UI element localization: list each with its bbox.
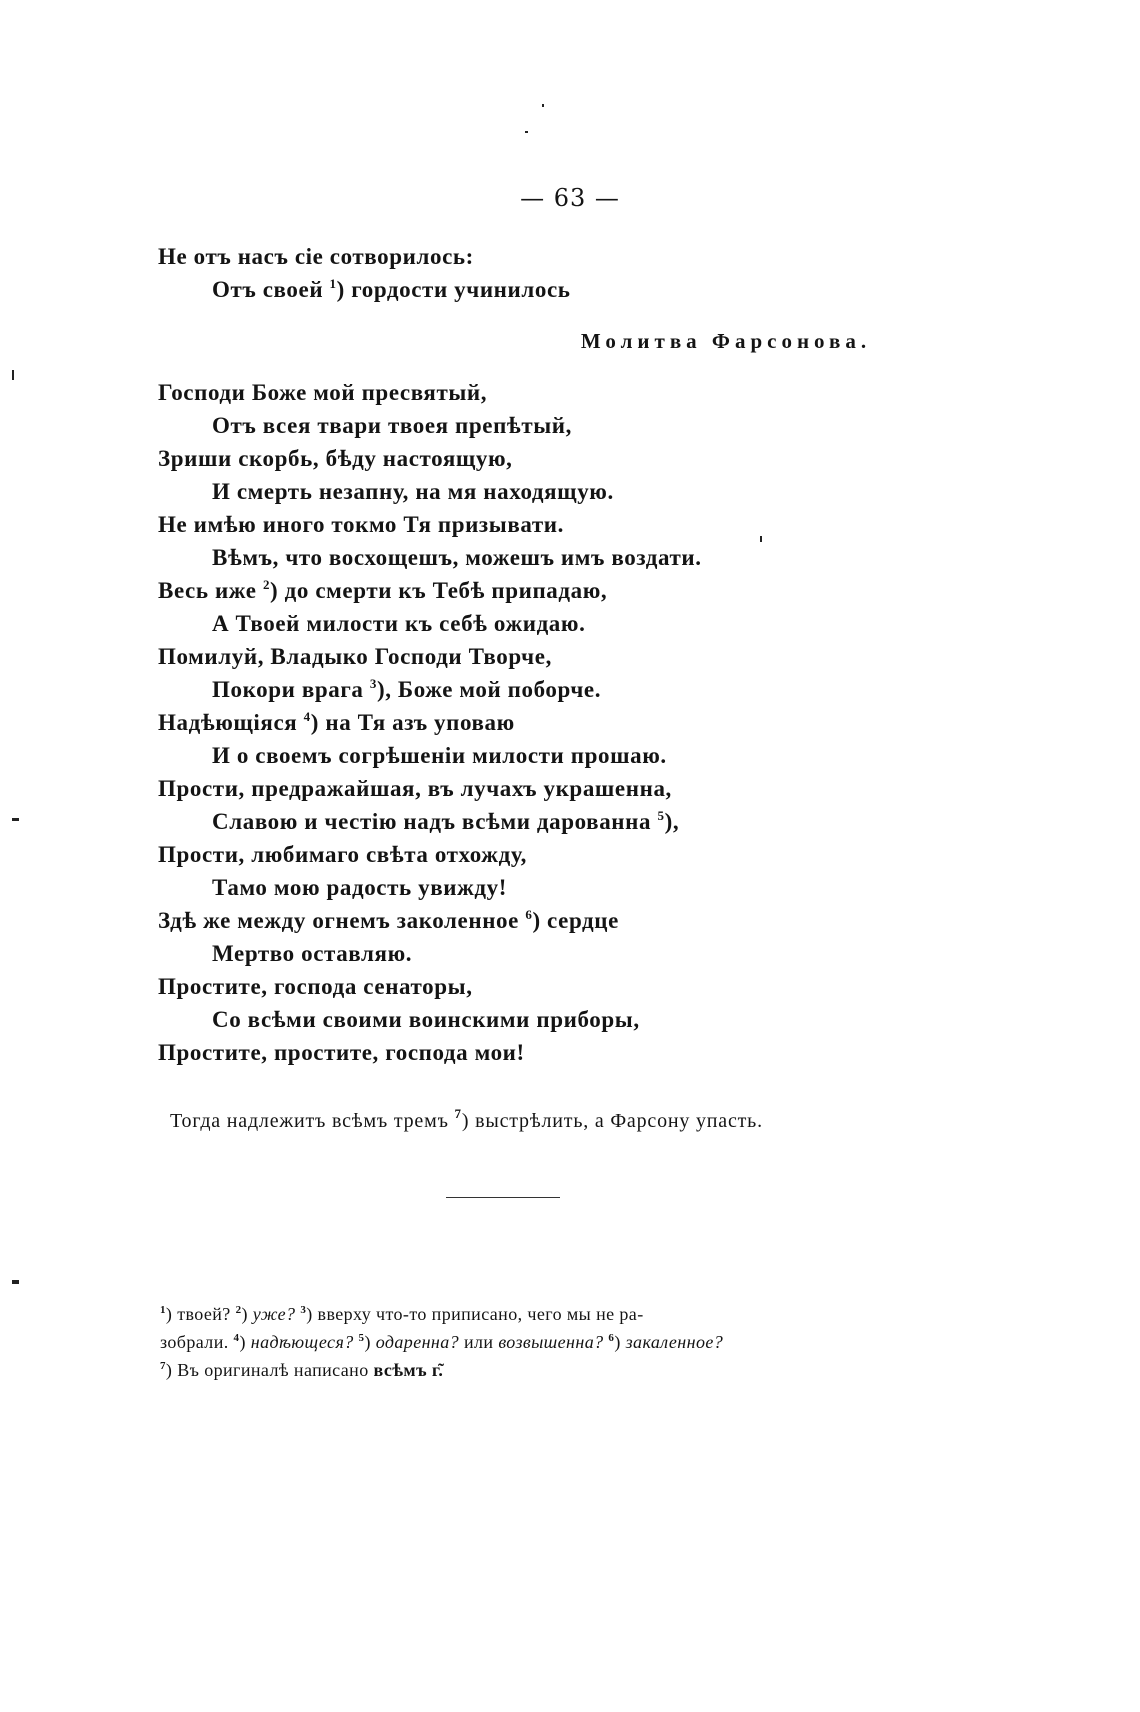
verse-line: Прости, предражайшая, въ лучахъ украшенна,	[158, 776, 672, 801]
verse-line: Простите, простите, господа мои!	[158, 1040, 525, 1065]
verse-line: И о своемъ согрѣшеніи милости прошаю.	[212, 743, 667, 768]
footnote-ref: 2	[262, 577, 271, 592]
verse-line: Прости, любимаго свѣта отхожду,	[158, 842, 527, 867]
verse-line: Господи Боже мой пресвятый,	[158, 380, 488, 405]
prayer-text	[158, 376, 978, 1069]
footnote-ref: 4	[303, 709, 311, 724]
verse-line: Славою и честію надъ всѣми дарованна $^5$),	[212, 808, 680, 834]
footnote-ref: 7	[454, 1106, 462, 1121]
footnote-line: $^7$) Въ оригиналѣ написано всѣмъ г̃.	[160, 1360, 444, 1380]
verse-block	[158, 240, 978, 1069]
verse-line: Здѣ же между огнемъ заколенное $^6$) сердце	[158, 907, 619, 933]
verse-line: Отъ своей $^1$) гордости учинилось	[212, 276, 571, 302]
footnote-line: $^1$) твоей? $^2$) уже? $^3$) вверху что-то приписано, чего мы не ра-	[160, 1304, 644, 1324]
verse-line: Простите, господа сенаторы,	[158, 974, 473, 999]
verse-line: Весь иже $^2$) до смерти къ Тебѣ припадаю,	[158, 577, 608, 603]
scan-speck	[542, 104, 544, 107]
verse-line: Со всѣми своими воинскими приборы,	[212, 1007, 640, 1032]
section-heading: Молитва Фарсонова.	[580, 329, 872, 353]
footnotes	[160, 1300, 860, 1384]
verse-line: Надѣющіяся $^4$) на Тя азъ уповаю	[158, 709, 515, 735]
section-divider	[446, 1197, 560, 1198]
verse-line: Покори врага $^3$), Боже мой поборче.	[212, 676, 602, 702]
verse-line: И смерть незапну, на мя находящую.	[212, 479, 614, 504]
footnote-ref: 1	[329, 276, 337, 291]
verse-line: Помилуй, Владыко Господи Творче,	[158, 644, 552, 669]
scan-speck	[12, 1280, 19, 1284]
verse-line: Не отъ насъ сіе сотворилось:	[158, 244, 474, 269]
scan-speck	[12, 370, 14, 380]
verse-line: Отъ всея твари твоея препѣтый,	[212, 413, 572, 438]
stage-direction: Тогда надлежитъ всѣмъ тремъ $^7$) выстрѣлить, а Фарсону упасть.	[170, 1106, 763, 1132]
footnote-ref: 5	[657, 808, 665, 823]
scan-speck	[12, 818, 19, 821]
footnote-line: зобрали. $^4$) надѣющеся? $^5$) одаренна? или возвышенна? $^6$) закаленное?	[160, 1332, 724, 1352]
footnote-ref: 6	[525, 907, 533, 922]
verse-line: Не имѣю иного токмо Тя призывати.	[158, 512, 564, 537]
verse-line: А Твоей милости къ себѣ ожидаю.	[212, 611, 586, 636]
verse-line: Зриши скорбь, бѣду настоящую,	[158, 446, 513, 471]
page-number: — 63 —	[520, 184, 620, 212]
scan-speck	[760, 536, 762, 542]
verse-line: Тамо мою радость увижду!	[212, 875, 507, 900]
footnote-ref: 3	[369, 676, 377, 691]
verse-line: Мертво оставляю.	[212, 941, 413, 966]
verse-line: Вѣмъ, что восхощешъ, можешъ имъ воздати.	[212, 545, 702, 570]
scan-speck	[525, 131, 528, 133]
